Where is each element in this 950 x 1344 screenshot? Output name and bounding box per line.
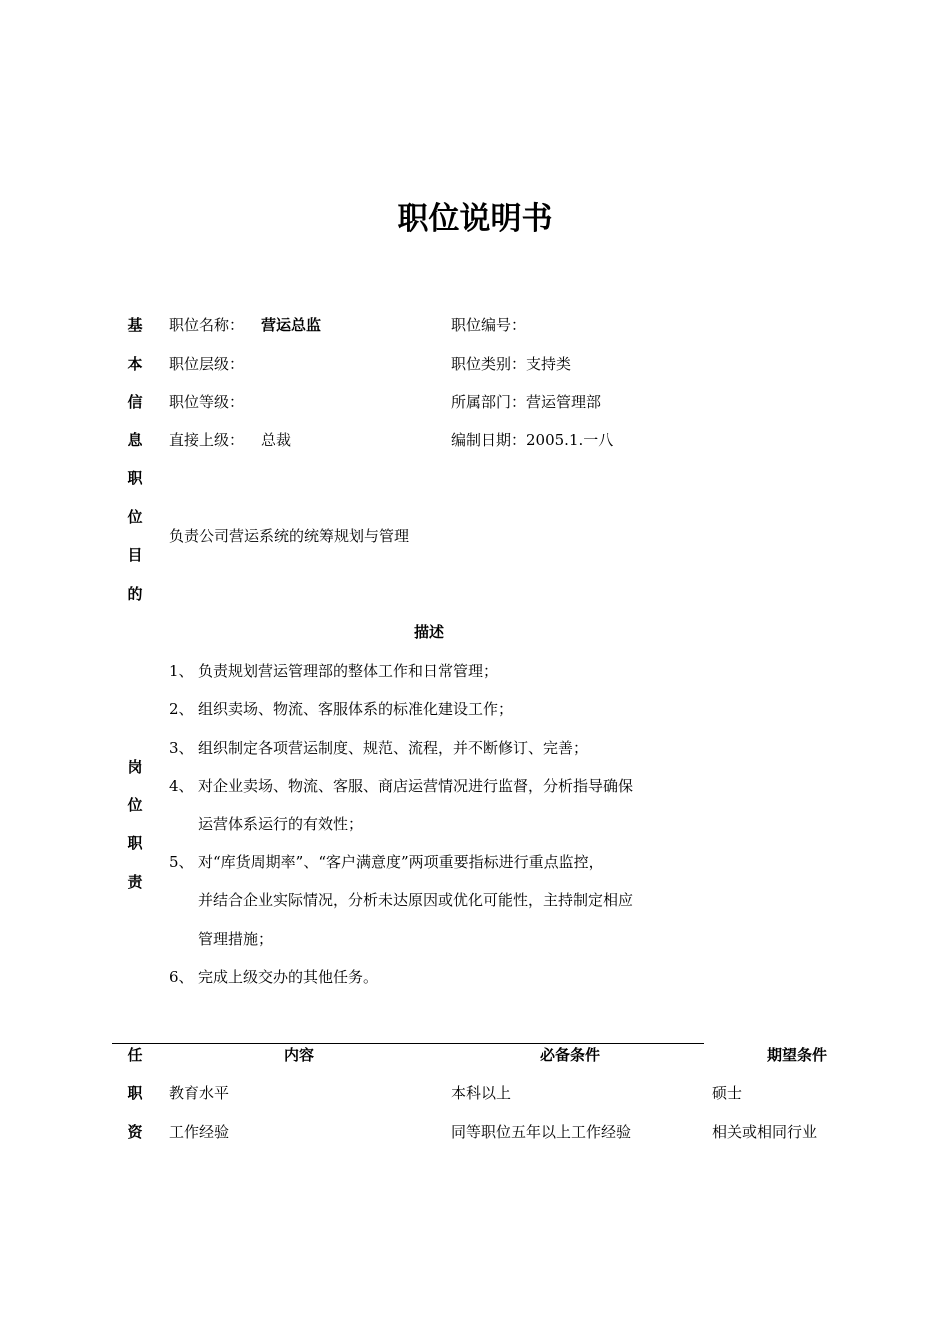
section-char: 资 [127,1123,143,1141]
duty-line: 对企业卖场、物流、客服、商店运营情况进行监督，分析指导确保 [198,777,634,795]
section-char: 本 [127,355,143,373]
table-cell: 工作经验 [169,1123,230,1141]
section-char: 责 [127,873,143,891]
duty-number: 6、 [169,968,194,986]
duty-number: 1、 [169,662,194,680]
column-header-required: 必备条件 [540,1046,601,1064]
table-cell: 同等职位五年以上工作经验 [451,1123,632,1141]
supervisor-value: 总裁 [261,431,292,449]
duty-line: 并结合企业实际情况，分析未达原因或优化可能性，主持制定相应 [198,891,634,909]
section-char: 信 [127,393,143,411]
section-char: 位 [127,796,143,814]
compile-date: 编制日期：2005.1.一八 [451,431,614,449]
department: 所属部门：营运管理部 [451,393,602,411]
position-code-label: 职位编号： [451,316,527,334]
duties-header: 描述 [414,623,445,641]
section-char: 职 [127,469,143,487]
position-name-value: 营运总监 [261,316,322,334]
section-char: 的 [127,585,143,603]
duty-number: 2、 [169,700,194,718]
duty-number: 5、 [169,853,194,871]
table-cell: 硕士 [712,1084,743,1102]
section-char: 岗 [127,758,143,776]
duty-line: 管理措施； [198,930,274,948]
page-title: 职位说明书 [397,201,553,237]
position-category: 职位类别：支持类 [451,355,572,373]
section-char: 息 [127,431,143,449]
section-char: 位 [127,508,143,526]
duty-line: 对“库货周期率”、“客户满意度”两项重要指标进行重点监控， [198,853,604,871]
duty-line: 运营体系运行的有效性； [198,815,364,833]
table-top-rule [112,1043,704,1044]
duty-number: 3、 [169,739,194,757]
supervisor-label: 直接上级： [169,431,245,449]
position-name-label: 职位名称： [169,316,245,334]
section-char: 职 [127,1084,143,1102]
table-cell: 相关或相同行业 [712,1123,818,1141]
table-cell: 教育水平 [169,1084,230,1102]
purpose-text: 负责公司营运系统的统筹规划与管理 [169,527,410,545]
duty-line: 负责规划营运管理部的整体工作和日常管理； [198,662,499,680]
duty-number: 4、 [169,777,194,795]
section-char: 目 [127,546,143,564]
section-char: 任 [127,1046,143,1064]
table-cell: 本科以上 [451,1084,512,1102]
duty-line: 组织卖场、物流、客服体系的标准化建设工作； [198,700,514,718]
section-char: 基 [127,316,143,334]
section-char: 职 [127,834,143,852]
duty-line: 完成上级交办的其他任务。 [198,968,379,986]
position-level-label: 职位层级： [169,355,245,373]
column-header-content: 内容 [284,1046,315,1064]
position-grade-label: 职位等级： [169,393,245,411]
duty-line: 组织制定各项营运制度、规范、流程，并不断修订、完善； [198,739,589,757]
column-header-expected: 期望条件 [767,1046,828,1064]
